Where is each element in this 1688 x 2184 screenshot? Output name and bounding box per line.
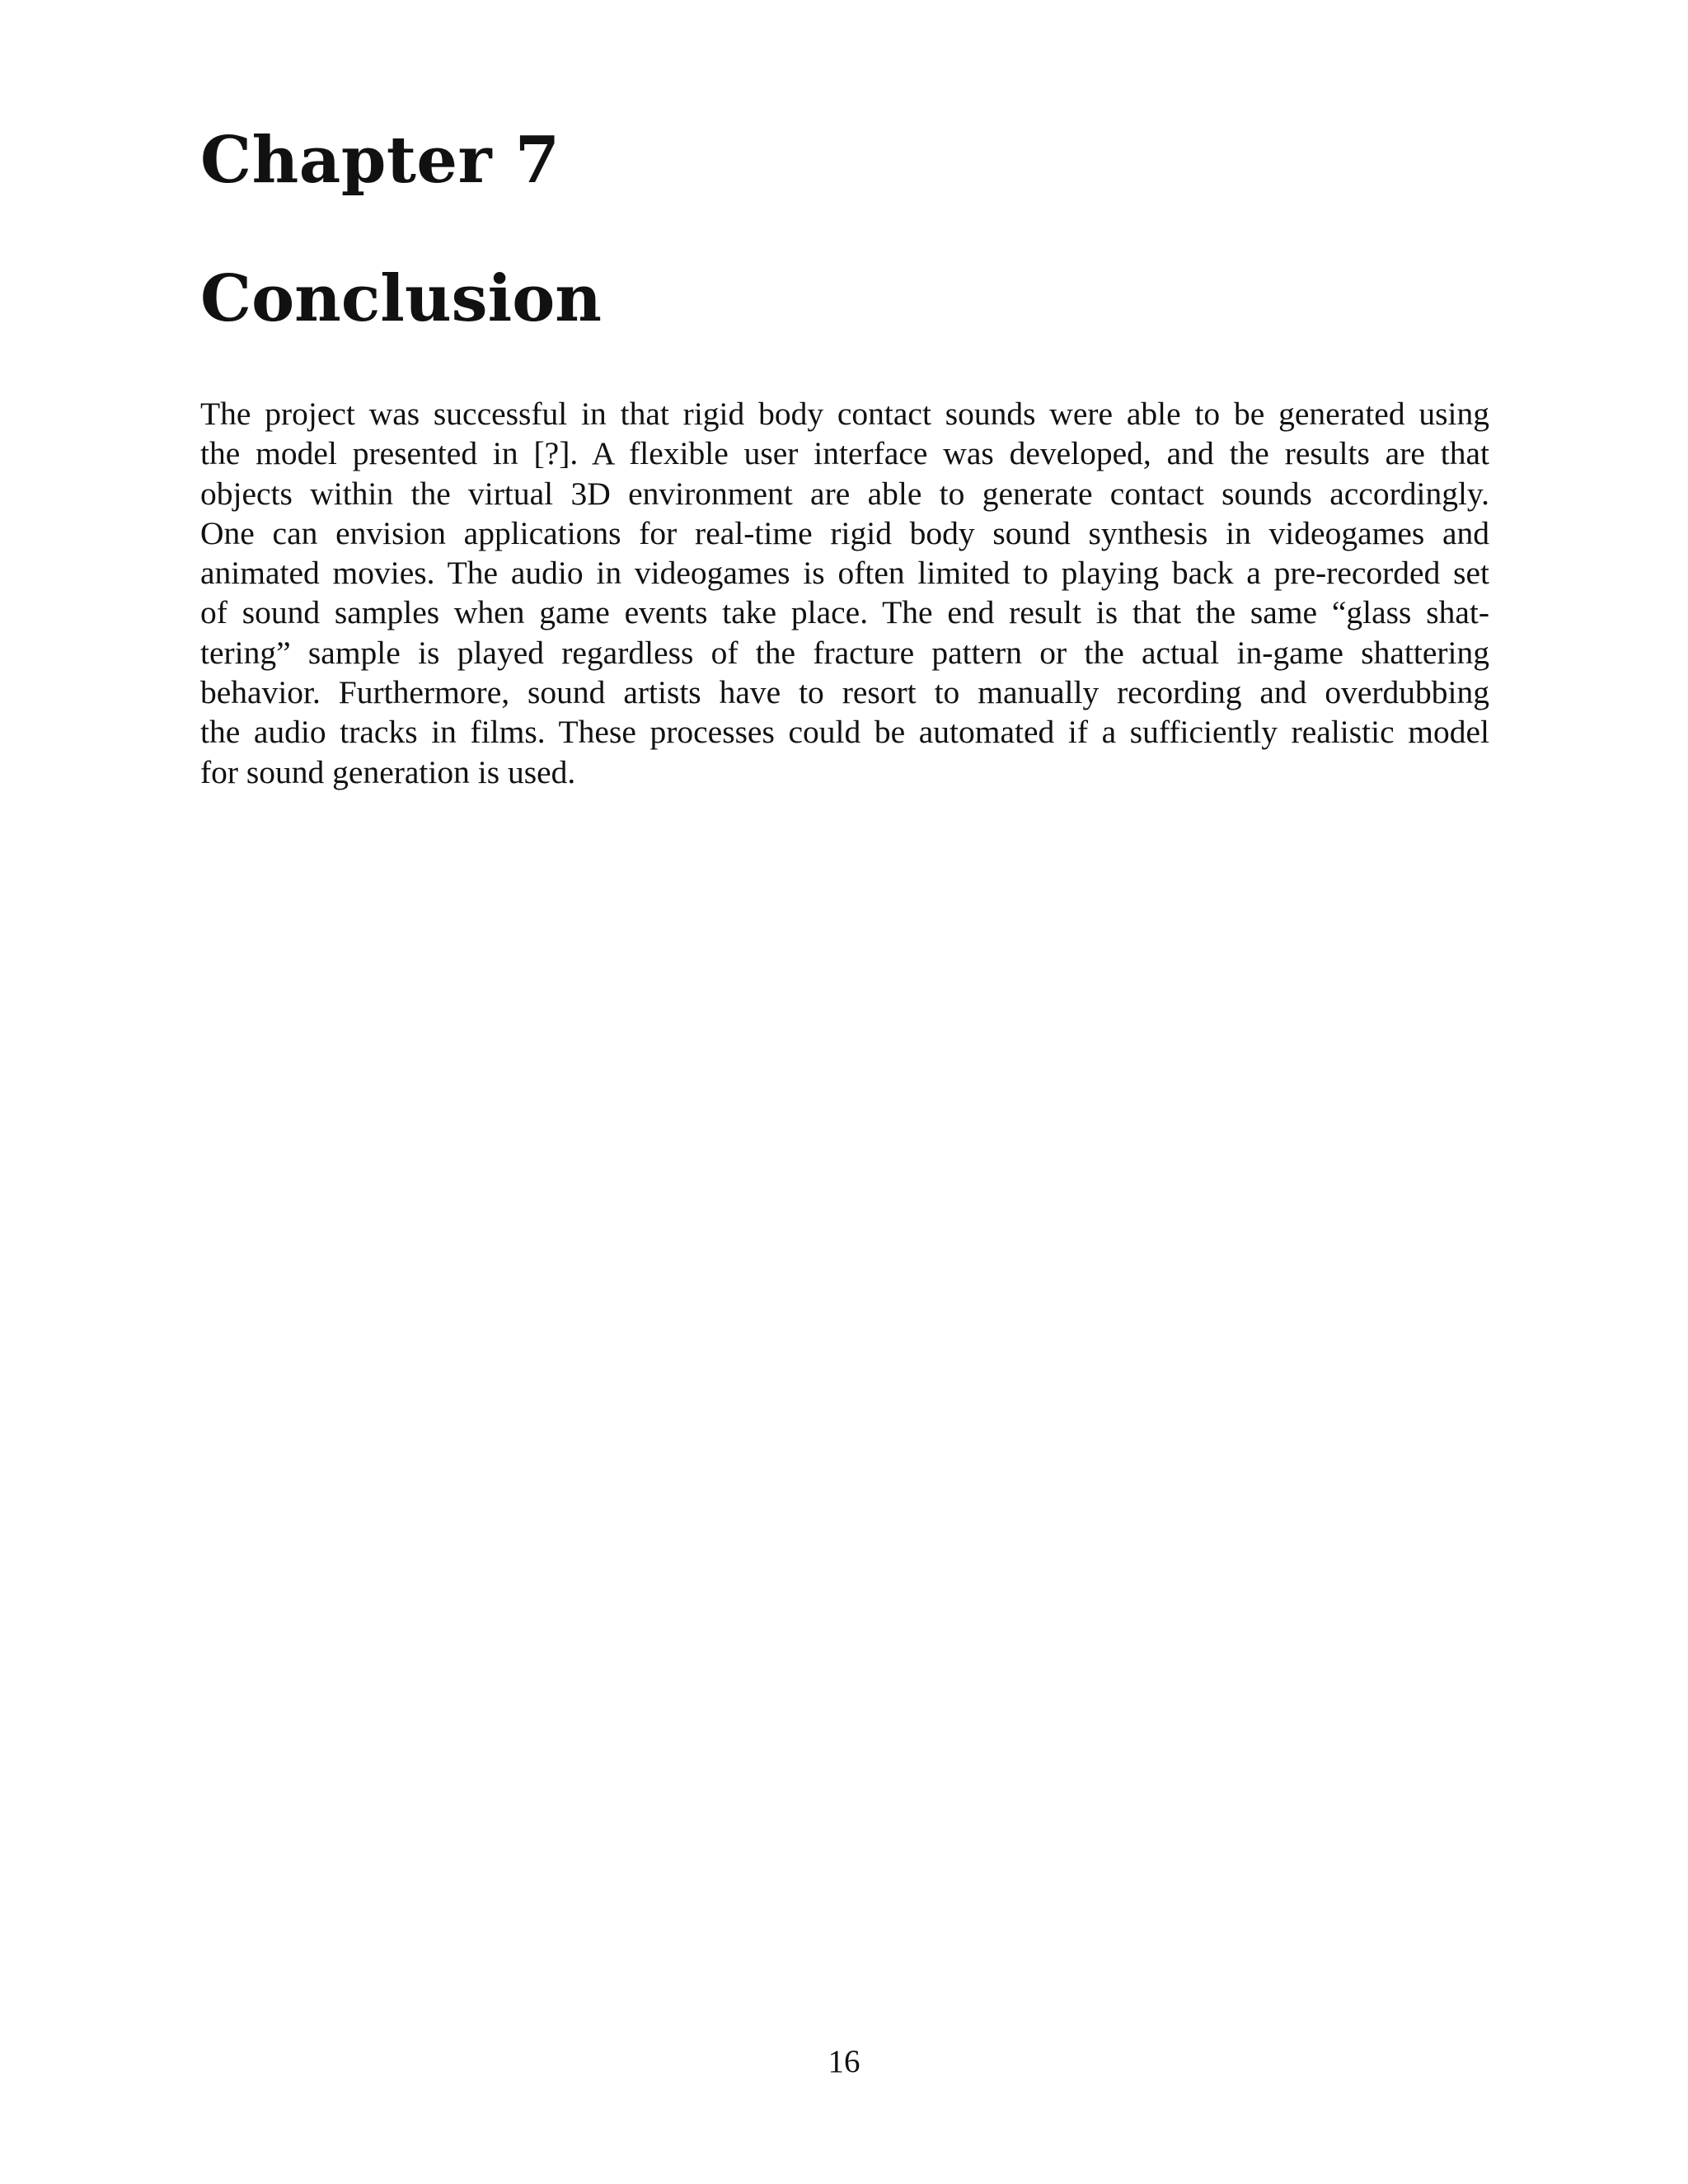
- paragraph-line: animated movies. The audio in videogames is often limited to playing back a pre-recorded set: [200, 555, 1489, 592]
- paragraph-line: The project was successful in that rigid body contact sounds were able to be generated using: [200, 396, 1489, 432]
- chapter-number-heading: Chapter 7: [200, 123, 560, 198]
- paragraph-line: the audio tracks in films. These processes could be automated if a sufficiently realistic model: [200, 714, 1489, 751]
- paragraph-line: behavior. Furthermore, sound artists have to resort to manually recording and overdubbing: [200, 674, 1489, 711]
- paragraph-line: of sound samples when game events take place. The end result is that the same “glass shat-: [200, 594, 1489, 631]
- paragraph-line: tering” sample is played regardless of the fracture pattern or the actual in-game shattering: [200, 634, 1489, 671]
- conclusion-paragraph: [200, 394, 1489, 792]
- paragraph-line: One can envision applications for real-time rigid body sound synthesis in videogames and: [200, 514, 1489, 551]
- page-number: 16: [828, 2044, 860, 2079]
- paragraph-line: the model presented in [?]. A flexible user interface was developed, and the results are that: [200, 435, 1489, 472]
- chapter-title-heading: Conclusion: [200, 261, 602, 336]
- paragraph-line: for sound generation is used.: [200, 753, 576, 790]
- paragraph-line: objects within the virtual 3D environment are able to generate contact sounds accordingly.: [200, 475, 1489, 512]
